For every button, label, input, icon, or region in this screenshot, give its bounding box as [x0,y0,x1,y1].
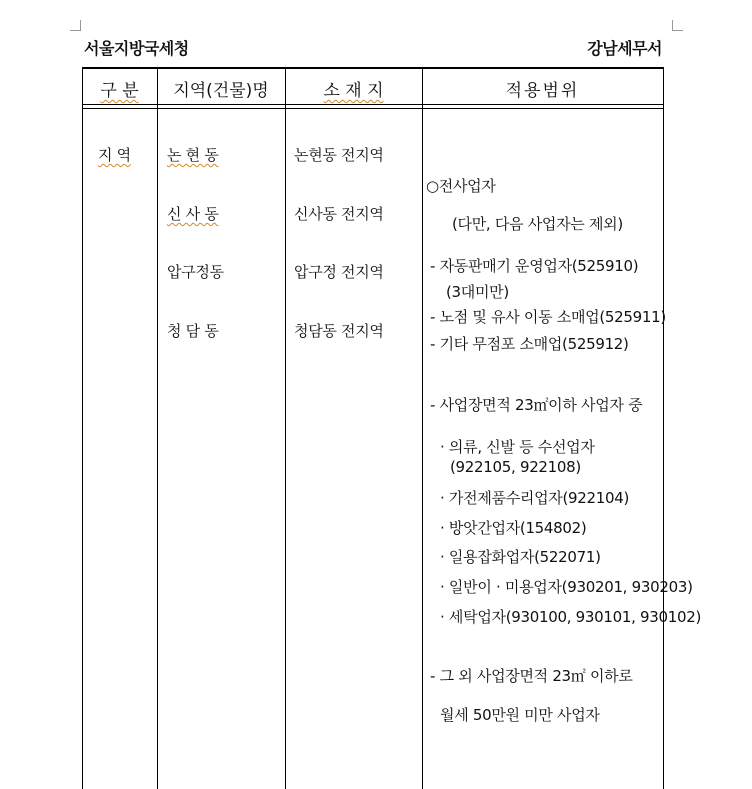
region-name: 청 담 동 [167,322,219,340]
header-divider-1 [82,104,664,105]
corner-mark-left [70,20,81,31]
column-divider-3 [422,67,423,789]
region-location: 신사동 전지역 [294,205,384,223]
scope-item: · 방앗간업자(154802) [440,519,587,537]
column-header-region: 지역(건물)명 [173,81,269,101]
scope-item: - 기타 무점포 소매업(525912) [430,335,629,353]
region-name: 압구정동 [167,263,224,281]
scope-item: - 사업장면적 23㎡이하 사업자 중 [430,396,643,414]
region-location: 청담동 전지역 [294,322,384,340]
region-name: 신 사 동 [167,205,219,223]
column-header-scope: 적용범위 [505,81,580,101]
scope-title: ○전사업자 [426,177,496,195]
category-cell: 지 역 [98,146,131,164]
scope-item: (3대미만) [446,283,509,301]
scope-item: - 그 외 사업장면적 23㎡ 이하로 [430,667,633,685]
branch-title: 강남세무서 [587,39,662,58]
scope-item: 월세 50만원 미만 사업자 [440,706,600,724]
region-name: 논 현 동 [167,146,219,164]
scope-item: - 노점 및 유사 이동 소매업(525911) [430,308,666,326]
table-top-border [82,67,664,69]
table-right-border [663,67,664,789]
scope-item: · 가전제품수리업자(922104) [440,489,630,507]
scope-item: · 일반이 · 미용업자(930201, 930203) [440,578,693,596]
scope-item: - 자동판매기 운영업자(525910) [430,257,639,275]
scope-item: (922105, 922108) [450,458,581,476]
corner-mark-right [672,20,683,31]
header-divider-2 [82,108,664,109]
scope-item: · 일용잡화업자(522071) [440,548,601,566]
table-left-border [82,67,83,789]
column-header-location: 소 재 지 [323,81,384,101]
column-divider-1 [157,67,158,789]
office-title: 서울지방국세청 [84,39,189,58]
region-location: 압구정 전지역 [294,263,384,281]
column-divider-2 [285,67,286,789]
scope-item: · 세탁업자(930100, 930101, 930102) [440,608,702,626]
scope-item: · 의류, 신발 등 수선업자 [440,438,595,456]
region-location: 논현동 전지역 [294,146,384,164]
column-header-category: 구 분 [100,81,139,101]
scope-exception: (다만, 다음 사업자는 제외) [452,215,623,233]
